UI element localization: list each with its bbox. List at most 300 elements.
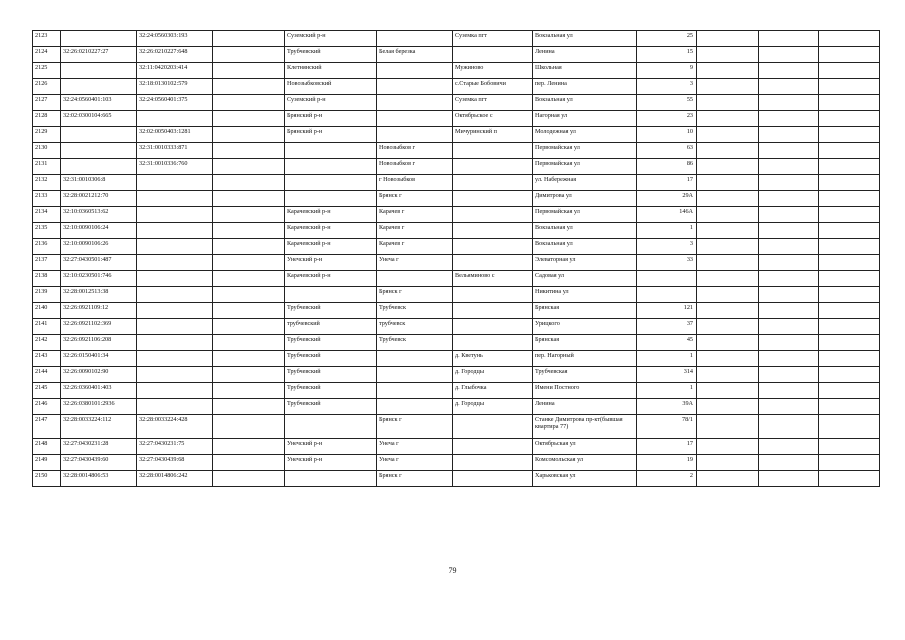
cell-settlement [453, 439, 533, 455]
table-row [33, 31, 880, 47]
cell-city: Новозыбков г [377, 159, 453, 175]
cell-cadastral-number-building: 32:27:0430439:68 [137, 455, 213, 471]
cell-row-number: 2147 [33, 415, 61, 439]
cell-extra-column-3 [819, 439, 880, 455]
cell-cadastral-number-land [61, 159, 137, 175]
cell-settlement: Мичуринский п [453, 127, 533, 143]
cell-cadastral-number-building: 32:26:0210227:648 [137, 47, 213, 63]
cell-city [377, 383, 453, 399]
cell-blank-column [213, 399, 285, 415]
cell-city: Брянск г [377, 471, 453, 487]
cell-extra-column-3 [819, 271, 880, 287]
cell-extra-column-2 [759, 79, 819, 95]
cell-settlement: Октябрьское с [453, 111, 533, 127]
cell-extra-column-3 [819, 159, 880, 175]
cell-extra-column-1 [697, 415, 759, 439]
cell-cadastral-number-building: 32:28:0033224:428 [137, 415, 213, 439]
cell-cadastral-number-building [137, 383, 213, 399]
cell-house-number: 3 [637, 79, 697, 95]
cell-district [285, 287, 377, 303]
cell-extra-column-3 [819, 367, 880, 383]
cell-settlement [453, 175, 533, 191]
cell-cadastral-number-land [61, 79, 137, 95]
cell-extra-column-3 [819, 383, 880, 399]
cell-city: Унеча г [377, 439, 453, 455]
cell-settlement [453, 471, 533, 487]
cell-city [377, 31, 453, 47]
cell-district: Трубчевский [285, 351, 377, 367]
cell-row-number: 2149 [33, 455, 61, 471]
cell-cadastral-number-building [137, 319, 213, 335]
cell-settlement: д. Глыбочка [453, 383, 533, 399]
cell-house-number: 45 [637, 335, 697, 351]
cell-cadastral-number-land: 32:26:0380101:2936 [61, 399, 137, 415]
cell-row-number: 2136 [33, 239, 61, 255]
cell-city: Брянск г [377, 287, 453, 303]
cell-cadastral-number-building: 32:02:0050403:1281 [137, 127, 213, 143]
table-row [33, 319, 880, 335]
cell-row-number: 2144 [33, 367, 61, 383]
table-row [33, 223, 880, 239]
cell-row-number: 2140 [33, 303, 61, 319]
cell-blank-column [213, 439, 285, 455]
cell-extra-column-1 [697, 47, 759, 63]
cell-cadastral-number-building [137, 255, 213, 271]
cell-district: Трубчевский [285, 367, 377, 383]
cell-extra-column-1 [697, 335, 759, 351]
cell-settlement [453, 455, 533, 471]
cell-cadastral-number-land: 32:24:0560401:103 [61, 95, 137, 111]
cell-cadastral-number-land: 32:26:0921106:208 [61, 335, 137, 351]
cell-house-number: 17 [637, 439, 697, 455]
cell-extra-column-2 [759, 367, 819, 383]
table-row [33, 191, 880, 207]
cell-extra-column-2 [759, 127, 819, 143]
cell-extra-column-2 [759, 415, 819, 439]
cell-street: пер. Ленина [533, 79, 637, 95]
cell-extra-column-2 [759, 287, 819, 303]
cell-cadastral-number-building [137, 399, 213, 415]
cell-cadastral-number-land: 32:26:0090102:90 [61, 367, 137, 383]
cell-extra-column-1 [697, 31, 759, 47]
cell-cadastral-number-building: 32:24:0560401:375 [137, 95, 213, 111]
cell-district: Суземский р-н [285, 95, 377, 111]
cell-city: Карачев г [377, 207, 453, 223]
cell-settlement: д. Городцы [453, 399, 533, 415]
cell-extra-column-3 [819, 255, 880, 271]
cell-extra-column-2 [759, 95, 819, 111]
cell-cadastral-number-building [137, 351, 213, 367]
cell-row-number: 2139 [33, 287, 61, 303]
cell-city [377, 271, 453, 287]
cell-city: Брянск г [377, 191, 453, 207]
cell-extra-column-2 [759, 271, 819, 287]
property-register-table [32, 30, 880, 487]
cell-extra-column-3 [819, 31, 880, 47]
cell-city: Карачев г [377, 223, 453, 239]
cell-settlement [453, 287, 533, 303]
cell-blank-column [213, 255, 285, 271]
cell-settlement: д. Городцы [453, 367, 533, 383]
cell-extra-column-3 [819, 471, 880, 487]
cell-settlement [453, 335, 533, 351]
cell-extra-column-1 [697, 95, 759, 111]
table-row [33, 335, 880, 351]
cell-settlement [453, 159, 533, 175]
cell-extra-column-2 [759, 255, 819, 271]
cell-district: Унечский р-н [285, 455, 377, 471]
cell-row-number: 2126 [33, 79, 61, 95]
cell-settlement [453, 415, 533, 439]
cell-blank-column [213, 31, 285, 47]
cell-city [377, 63, 453, 79]
cell-extra-column-3 [819, 335, 880, 351]
cell-row-number: 2130 [33, 143, 61, 159]
cell-extra-column-1 [697, 159, 759, 175]
cell-house-number: 55 [637, 95, 697, 111]
cell-street: Вокзальная ул [533, 223, 637, 239]
cell-city: Брянск г [377, 415, 453, 439]
cell-street: Нагорная ул [533, 111, 637, 127]
cell-blank-column [213, 223, 285, 239]
table-row [33, 175, 880, 191]
cell-row-number: 2125 [33, 63, 61, 79]
cell-settlement [453, 191, 533, 207]
cell-city [377, 127, 453, 143]
register-rows [33, 31, 880, 487]
cell-house-number: 17 [637, 175, 697, 191]
cell-street: Октябрьская ул [533, 439, 637, 455]
cell-house-number: 25 [637, 31, 697, 47]
cell-extra-column-1 [697, 239, 759, 255]
table-row [33, 455, 880, 471]
cell-cadastral-number-building: 32:11:0420203:414 [137, 63, 213, 79]
cell-blank-column [213, 47, 285, 63]
cell-extra-column-1 [697, 255, 759, 271]
cell-blank-column [213, 63, 285, 79]
cell-cadastral-number-building [137, 367, 213, 383]
cell-cadastral-number-land: 32:27:0430439:60 [61, 455, 137, 471]
cell-district: Карачевский р-н [285, 239, 377, 255]
table-row [33, 255, 880, 271]
cell-extra-column-3 [819, 239, 880, 255]
cell-house-number: 314 [637, 367, 697, 383]
cell-district [285, 415, 377, 439]
cell-cadastral-number-building: 32:18:0130102:579 [137, 79, 213, 95]
table-row [33, 471, 880, 487]
cell-row-number: 2141 [33, 319, 61, 335]
cell-extra-column-3 [819, 175, 880, 191]
cell-extra-column-3 [819, 47, 880, 63]
cell-extra-column-3 [819, 127, 880, 143]
cell-blank-column [213, 471, 285, 487]
cell-house-number: 1 [637, 351, 697, 367]
cell-house-number: 2 [637, 471, 697, 487]
cell-district: Суземский р-н [285, 31, 377, 47]
cell-extra-column-1 [697, 471, 759, 487]
cell-extra-column-1 [697, 303, 759, 319]
cell-cadastral-number-land: 32:26:0360401:403 [61, 383, 137, 399]
cell-extra-column-3 [819, 319, 880, 335]
cell-cadastral-number-building: 32:31:0010333:871 [137, 143, 213, 159]
table-row [33, 47, 880, 63]
cell-blank-column [213, 367, 285, 383]
cell-cadastral-number-building [137, 239, 213, 255]
cell-cadastral-number-land: 32:28:0014806:53 [61, 471, 137, 487]
cell-row-number: 2135 [33, 223, 61, 239]
cell-street: пер. Нагорный [533, 351, 637, 367]
cell-row-number: 2137 [33, 255, 61, 271]
cell-street: Первомайская ул [533, 207, 637, 223]
cell-cadastral-number-land: 32:26:0921102:369 [61, 319, 137, 335]
cell-cadastral-number-building: 32:31:0010336:760 [137, 159, 213, 175]
table-row [33, 95, 880, 111]
cell-row-number: 2146 [33, 399, 61, 415]
cell-house-number: 39А [637, 399, 697, 415]
cell-cadastral-number-land: 32:27:0430501:487 [61, 255, 137, 271]
cell-extra-column-3 [819, 455, 880, 471]
cell-cadastral-number-building [137, 271, 213, 287]
table-row [33, 399, 880, 415]
cell-cadastral-number-building [137, 191, 213, 207]
cell-extra-column-2 [759, 31, 819, 47]
cell-row-number: 2143 [33, 351, 61, 367]
cell-street: Школьная [533, 63, 637, 79]
cell-house-number: 121 [637, 303, 697, 319]
cell-settlement [453, 47, 533, 63]
cell-extra-column-1 [697, 367, 759, 383]
cell-extra-column-2 [759, 143, 819, 159]
cell-row-number: 2133 [33, 191, 61, 207]
cell-cadastral-number-land [61, 31, 137, 47]
cell-blank-column [213, 319, 285, 335]
cell-street: Первомайская ул [533, 143, 637, 159]
cell-house-number: 10 [637, 127, 697, 143]
cell-blank-column [213, 335, 285, 351]
cell-cadastral-number-land: 32:28:0012513:38 [61, 287, 137, 303]
cell-cadastral-number-building: 32:24:0560303:193 [137, 31, 213, 47]
cell-extra-column-2 [759, 351, 819, 367]
cell-extra-column-3 [819, 191, 880, 207]
table-row [33, 207, 880, 223]
cell-extra-column-3 [819, 223, 880, 239]
cell-house-number: 15 [637, 47, 697, 63]
cell-cadastral-number-building [137, 335, 213, 351]
cell-cadastral-number-land: 32:10:0230501:746 [61, 271, 137, 287]
cell-cadastral-number-building: 32:27:0430231:75 [137, 439, 213, 455]
cell-city [377, 95, 453, 111]
cell-district: Унечский р-н [285, 439, 377, 455]
table-row [33, 63, 880, 79]
cell-extra-column-2 [759, 455, 819, 471]
cell-cadastral-number-building [137, 223, 213, 239]
cell-city: Унеча г [377, 255, 453, 271]
cell-blank-column [213, 191, 285, 207]
cell-cadastral-number-land: 32:28:0021212:70 [61, 191, 137, 207]
cell-extra-column-1 [697, 79, 759, 95]
cell-extra-column-1 [697, 455, 759, 471]
cell-settlement [453, 223, 533, 239]
cell-blank-column [213, 239, 285, 255]
cell-district [285, 143, 377, 159]
cell-row-number: 2132 [33, 175, 61, 191]
cell-extra-column-3 [819, 95, 880, 111]
cell-house-number: 37 [637, 319, 697, 335]
cell-extra-column-1 [697, 143, 759, 159]
cell-street: Первомайская ул [533, 159, 637, 175]
cell-row-number: 2129 [33, 127, 61, 143]
cell-city: Белая березка [377, 47, 453, 63]
cell-house-number: 63 [637, 143, 697, 159]
cell-blank-column [213, 383, 285, 399]
table-row [33, 111, 880, 127]
cell-blank-column [213, 143, 285, 159]
cell-house-number: 29А [637, 191, 697, 207]
cell-district: Брянский р-н [285, 111, 377, 127]
cell-street: Станке Димитрова пр-кт(бывшая квартира 77) [533, 415, 637, 439]
cell-extra-column-3 [819, 351, 880, 367]
cell-street: Брянская [533, 303, 637, 319]
cell-street: Комсомольская ул [533, 455, 637, 471]
table-row [33, 383, 880, 399]
cell-city: Новозыбков г [377, 143, 453, 159]
cell-extra-column-3 [819, 111, 880, 127]
table-row [33, 367, 880, 383]
cell-row-number: 2142 [33, 335, 61, 351]
table-row [33, 439, 880, 455]
cell-extra-column-1 [697, 191, 759, 207]
cell-blank-column [213, 175, 285, 191]
cell-district: Карачевский р-н [285, 271, 377, 287]
cell-row-number: 2145 [33, 383, 61, 399]
cell-extra-column-2 [759, 63, 819, 79]
cell-street: Вокзальная ул [533, 95, 637, 111]
cell-cadastral-number-building [137, 287, 213, 303]
cell-street: Харьковская ул [533, 471, 637, 487]
cell-row-number: 2148 [33, 439, 61, 455]
register-sheet [32, 30, 880, 487]
cell-district: Брянский р-н [285, 127, 377, 143]
cell-extra-column-3 [819, 143, 880, 159]
table-row [33, 351, 880, 367]
cell-extra-column-3 [819, 303, 880, 319]
cell-blank-column [213, 127, 285, 143]
cell-district [285, 159, 377, 175]
cell-street: Трубчевская [533, 367, 637, 383]
cell-extra-column-2 [759, 471, 819, 487]
cell-settlement: Суземка пгт [453, 95, 533, 111]
cell-city [377, 79, 453, 95]
cell-cadastral-number-land: 32:26:0150401:34 [61, 351, 137, 367]
table-row [33, 127, 880, 143]
cell-extra-column-1 [697, 351, 759, 367]
cell-district [285, 191, 377, 207]
cell-district: Трубчевский [285, 303, 377, 319]
cell-blank-column [213, 303, 285, 319]
cell-street: Молодежная ул [533, 127, 637, 143]
cell-row-number: 2134 [33, 207, 61, 223]
cell-city [377, 351, 453, 367]
cell-extra-column-1 [697, 127, 759, 143]
cell-extra-column-3 [819, 415, 880, 439]
cell-row-number: 2138 [33, 271, 61, 287]
cell-district: трубчевский [285, 319, 377, 335]
cell-extra-column-3 [819, 63, 880, 79]
cell-street: Ленина [533, 399, 637, 415]
cell-street: Садовая ул [533, 271, 637, 287]
cell-settlement: Суземка пгт [453, 31, 533, 47]
cell-extra-column-1 [697, 439, 759, 455]
cell-house-number: 78/1 [637, 415, 697, 439]
cell-extra-column-2 [759, 399, 819, 415]
cell-extra-column-1 [697, 63, 759, 79]
cell-cadastral-number-building: 32:28:0014806:242 [137, 471, 213, 487]
table-row [33, 287, 880, 303]
cell-row-number: 2131 [33, 159, 61, 175]
cell-cadastral-number-land [61, 127, 137, 143]
table-row [33, 239, 880, 255]
cell-house-number: 9 [637, 63, 697, 79]
page-number: 79 [448, 566, 457, 575]
cell-cadastral-number-land: 32:10:0360513:62 [61, 207, 137, 223]
cell-extra-column-1 [697, 399, 759, 415]
cell-blank-column [213, 79, 285, 95]
cell-district [285, 175, 377, 191]
cell-settlement: с.Старые Бобовичи [453, 79, 533, 95]
cell-row-number: 2128 [33, 111, 61, 127]
cell-house-number: 33 [637, 255, 697, 271]
cell-house-number: 19 [637, 455, 697, 471]
cell-city: Трубчевск [377, 335, 453, 351]
cell-cadastral-number-land: 32:10:0090106:24 [61, 223, 137, 239]
cell-cadastral-number-land [61, 143, 137, 159]
cell-blank-column [213, 207, 285, 223]
cell-row-number: 2123 [33, 31, 61, 47]
table-row [33, 415, 880, 439]
cell-cadastral-number-land: 32:26:0921109:12 [61, 303, 137, 319]
cell-blank-column [213, 271, 285, 287]
cell-blank-column [213, 287, 285, 303]
cell-extra-column-1 [697, 223, 759, 239]
cell-house-number [637, 271, 697, 287]
cell-district: Трубчевский [285, 383, 377, 399]
cell-district: Трубчевский [285, 47, 377, 63]
cell-extra-column-2 [759, 207, 819, 223]
table-row [33, 159, 880, 175]
cell-extra-column-1 [697, 111, 759, 127]
cell-cadastral-number-building [137, 111, 213, 127]
table-row [33, 303, 880, 319]
cell-street: Элеваторная ул [533, 255, 637, 271]
cell-city: Карачев г [377, 239, 453, 255]
cell-street: Урицкого [533, 319, 637, 335]
cell-extra-column-2 [759, 303, 819, 319]
cell-row-number: 2127 [33, 95, 61, 111]
cell-city: г Новозыбков [377, 175, 453, 191]
cell-extra-column-1 [697, 175, 759, 191]
cell-house-number: 146А [637, 207, 697, 223]
cell-settlement: д. Кветунь [453, 351, 533, 367]
cell-settlement [453, 239, 533, 255]
cell-extra-column-1 [697, 383, 759, 399]
cell-cadastral-number-land [61, 63, 137, 79]
cell-district: Новозыбковский [285, 79, 377, 95]
table-row [33, 271, 880, 287]
cell-settlement: Мужиново [453, 63, 533, 79]
cell-street: Вокзальная ул [533, 239, 637, 255]
cell-cadastral-number-land: 32:27:0430231:28 [61, 439, 137, 455]
cell-cadastral-number-building [137, 303, 213, 319]
